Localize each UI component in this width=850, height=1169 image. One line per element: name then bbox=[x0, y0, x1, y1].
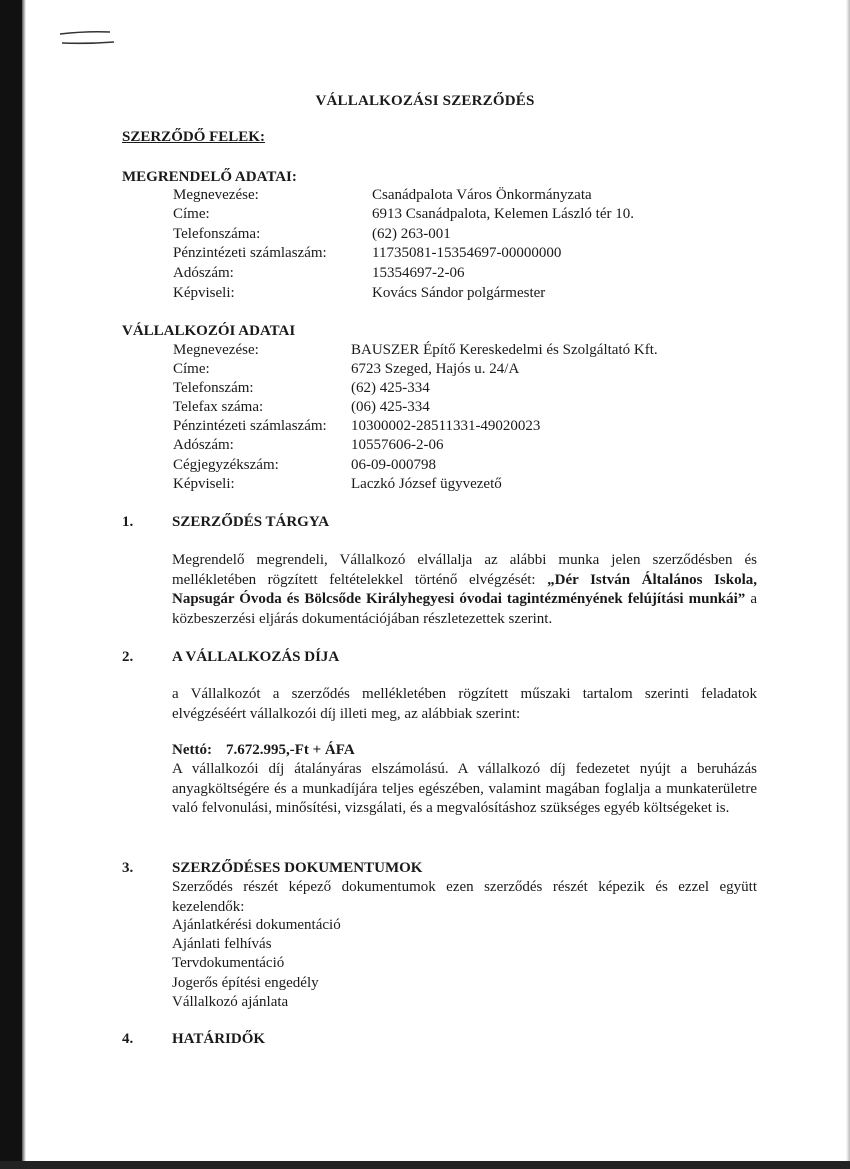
section-number: 3. bbox=[122, 860, 134, 876]
client-label: Pénzintézeti számlaszám: bbox=[173, 245, 327, 261]
list-item: Vállalkozó ajánlata bbox=[172, 993, 289, 1010]
section-number: 4. bbox=[122, 1031, 134, 1047]
contractor-label: Pénzintézeti számlaszám: bbox=[173, 418, 327, 434]
contractor-label: Címe: bbox=[173, 361, 210, 377]
contractor-value: 6723 Szeged, Hajós u. 24/A bbox=[351, 361, 520, 377]
list-item: Tervdokumentáció bbox=[172, 955, 285, 972]
section-1-text: Megrendelő megrendeli, Vállalkozó elvállalja az alábbi munka jelen szerződésben és mellékletében rögzített feltételekkel történő elvégzését: bbox=[172, 552, 757, 588]
section-1-text-end: a közbeszerzési eljárás dokumentációjában részletezettek szerint. bbox=[172, 591, 757, 627]
section-title: A VÁLLALKOZÁS DÍJA bbox=[172, 649, 340, 665]
section-number: 1. bbox=[122, 514, 134, 530]
contractor-label: Cégjegyzékszám: bbox=[173, 457, 279, 473]
client-value: Kovács Sándor polgármester bbox=[372, 285, 546, 301]
client-value: Csanádpalota Város Önkormányzata bbox=[372, 187, 592, 203]
net-price bbox=[172, 741, 355, 760]
section-1-paragraph bbox=[172, 551, 757, 629]
contractor-label: Képviseli: bbox=[173, 476, 235, 492]
client-label: Képviseli: bbox=[173, 285, 235, 301]
section-title: SZERZŐDÉSES DOKUMENTUMOK bbox=[172, 860, 423, 876]
client-value: 6913 Csanádpalota, Kelemen László tér 10. bbox=[372, 206, 635, 222]
contractor-value: 10300002-28511331-49020023 bbox=[351, 418, 541, 434]
client-heading: MEGRENDELŐ ADATAI: bbox=[122, 169, 297, 185]
client-value: 11735081-15354697-00000000 bbox=[372, 245, 562, 261]
section-title: SZERZŐDÉS TÁRGYA bbox=[172, 514, 330, 530]
list-item: Ajánlatkérési dokumentáció bbox=[172, 917, 341, 933]
project-title: „Dér István Általános Iskola, Napsugár Óvoda és Bölcsőde Királyhegyesi óvodai tagintézményének felújítási munkái” bbox=[172, 571, 758, 607]
contractor-value: (06) 425-334 bbox=[351, 399, 430, 415]
contractor-value: 10557606-2-06 bbox=[351, 437, 444, 453]
contractor-label: Telefax száma: bbox=[173, 399, 264, 415]
section-2-paragraph: a Vállalkozót a szerződés mellékletében rögzített műszaki tartalom szerinti feladatok elvégzéséért vállalkozói díj illeti meg, az alábbiak szerint: bbox=[172, 686, 757, 722]
section-title: HATÁRIDŐK bbox=[172, 1031, 266, 1047]
client-label: Telefonszáma: bbox=[173, 226, 261, 242]
client-label: Megnevezése: bbox=[173, 187, 259, 203]
contractor-label: Telefonszám: bbox=[173, 380, 254, 396]
document-title: VÁLLALKOZÁSI SZERZŐDÉS bbox=[315, 93, 535, 109]
parties-heading: SZERZŐDŐ FELEK: bbox=[122, 129, 265, 145]
contractor-heading: VÁLLALKOZÓI ADATAI bbox=[122, 323, 296, 339]
net-amount: 7.672.995,-Ft + ÁFA bbox=[225, 742, 355, 758]
contractor-label: Megnevezése: bbox=[173, 342, 259, 358]
section-3-paragraph: Szerződés részét képező dokumentumok ezen szerződés részét képezik és ezzel együtt kezelendők: bbox=[172, 879, 757, 915]
net-label: Nettó: bbox=[172, 742, 212, 758]
list-item: Ajánlati felhívás bbox=[172, 936, 272, 953]
list-item: Jogerős építési engedély bbox=[172, 974, 319, 991]
document-list bbox=[172, 916, 341, 1012]
section-2-paragraph-2: A vállalkozói díj átalányáras elszámolású. A vállalkozó díj fedezetet nyújt a beruházás anyagköltségére és a munkadíjára teljes egészében, valamint magában foglalja a munkaterületre való felvonulási, minősítési, vizsgálati, és a megvalósításhoz szükséges egyéb költségeket is. bbox=[172, 761, 757, 816]
client-value: 15354697-2-06 bbox=[372, 265, 465, 281]
contractor-value: (62) 425-334 bbox=[351, 380, 430, 396]
contractor-value: 06-09-000798 bbox=[351, 457, 436, 473]
client-label: Címe: bbox=[173, 206, 210, 222]
contractor-value: BAUSZER Építő Kereskedelmi és Szolgáltató Kft. bbox=[351, 342, 658, 358]
section-number: 2. bbox=[122, 649, 134, 665]
contractor-value: Laczkó József ügyvezető bbox=[351, 476, 502, 492]
client-label: Adószám: bbox=[173, 265, 234, 281]
client-value: (62) 263-001 bbox=[372, 226, 451, 242]
contractor-label: Adószám: bbox=[173, 437, 234, 453]
